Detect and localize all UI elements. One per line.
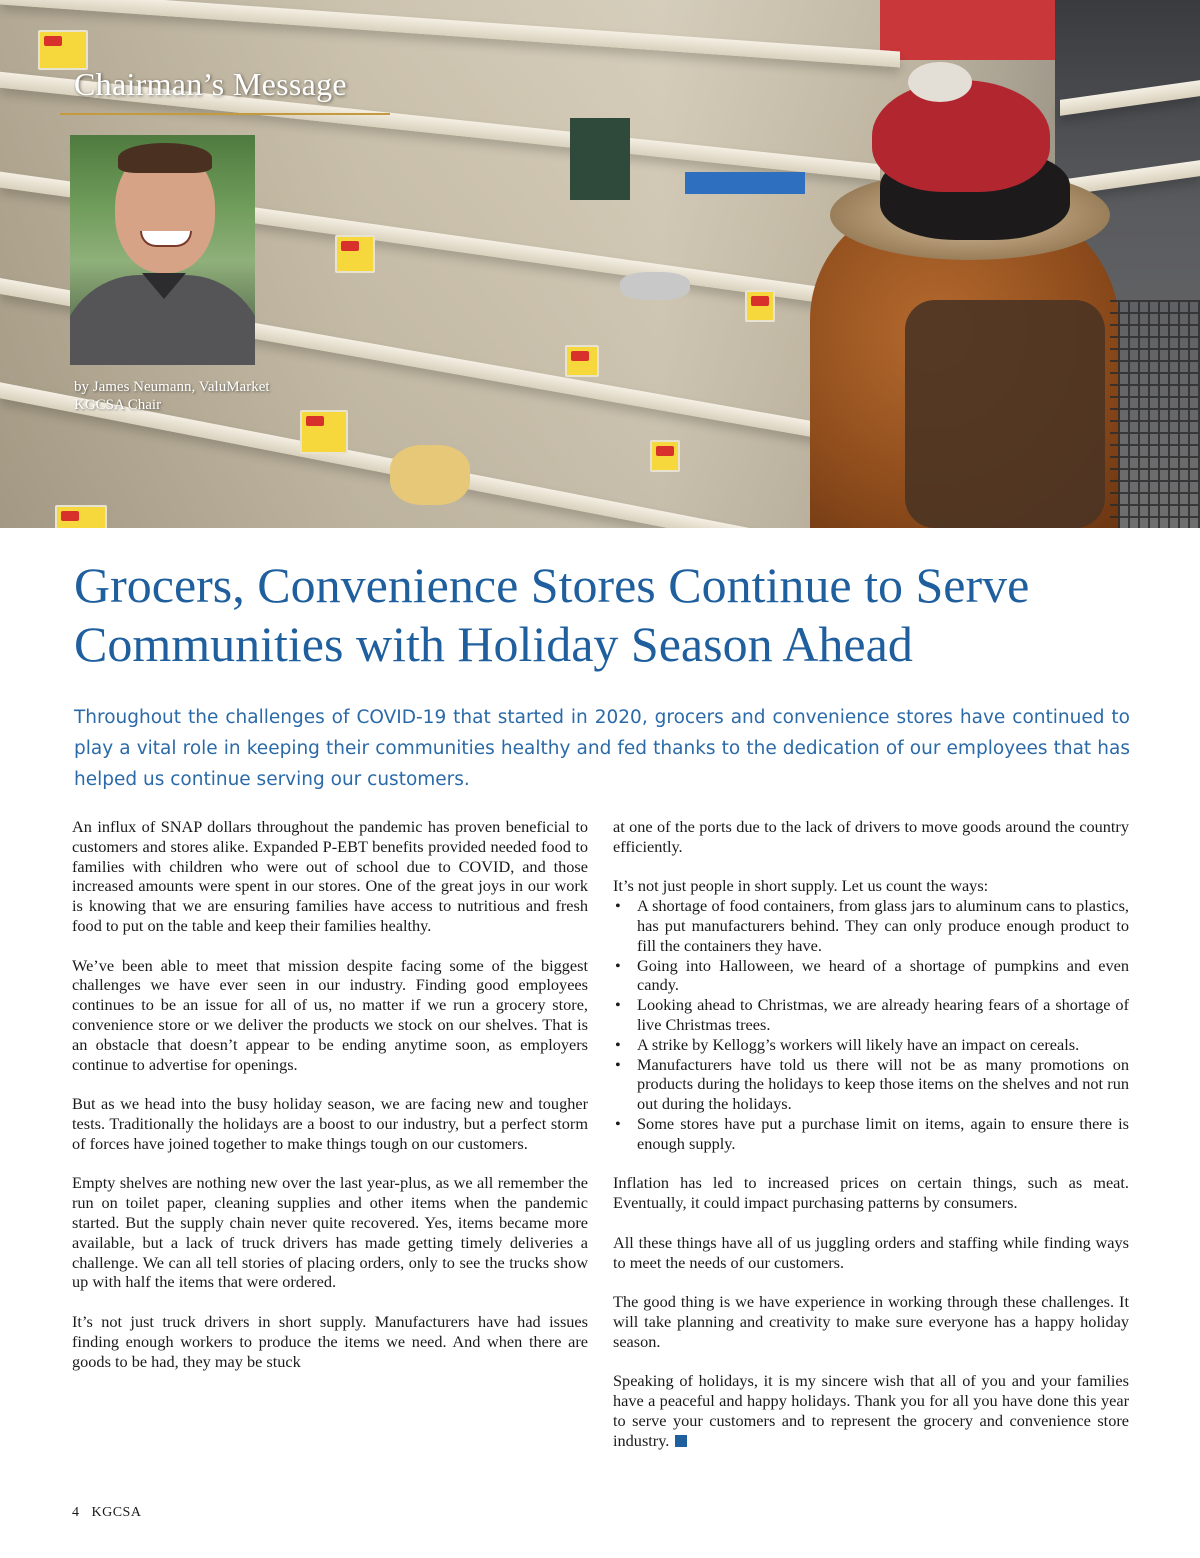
- page-folio: [72, 1505, 141, 1521]
- publication-name: KGCSA: [91, 1505, 142, 1520]
- byline-title: KGCSA Chair: [74, 397, 162, 413]
- price-tag: [300, 410, 348, 454]
- cereal-box: [570, 118, 630, 200]
- shopper-handbag: [905, 300, 1105, 528]
- paragraph: It’s not just truck drivers in short supply. Manufacturers have had issues finding enough workers to produce the items we need. And when there are goods to be had, they may be stuck: [72, 1311, 588, 1371]
- page-number: 4: [72, 1505, 80, 1520]
- list-item-text: Some stores have put a purchase limit on items, again to ensure there is enough supply.: [637, 1113, 1129, 1153]
- list-item: [613, 896, 1129, 955]
- article-dek: Throughout the challenges of COVID-19 that started in 2020, grocers and convenience stores have continued to play a vital role in keeping their communities healthy and fed thanks to the dedication of our employees that has helped us continue serving our customers.: [74, 707, 1130, 790]
- paragraph: All these things have all of us juggling orders and staffing while finding ways to meet the needs of our customers.: [613, 1232, 1129, 1272]
- list-item: [613, 1055, 1129, 1114]
- hero-photo-empty-shelves: [0, 0, 1200, 528]
- body-column-right: [613, 817, 1129, 1470]
- shopper-hat-pompom: [908, 62, 972, 102]
- portrait-hair: [118, 143, 212, 173]
- price-tag: [650, 440, 680, 472]
- shopping-cart: [1110, 300, 1200, 528]
- section-label: Chairman’s Message: [74, 66, 347, 102]
- author-byline: [74, 378, 270, 414]
- paragraph: Empty shelves are nothing new over the last year-plus, as we all remember the run on toilet paper, cleaning supplies and other items when the pandemic started. But the supply chain never quite recovered. Yes, items became more available, but a lack of truck drivers has made getting timely deliveries a challenge. We can all tell stories of placing orders, only to see the trucks show up with half the items that were ordered.: [72, 1173, 588, 1292]
- bullet-icon: •: [615, 1054, 621, 1074]
- shortage-list: [613, 896, 1129, 1153]
- list-item: [613, 1114, 1129, 1154]
- bullet-icon: •: [615, 896, 621, 916]
- plastic-bag: [620, 272, 690, 300]
- headline-line-1: Grocers, Convenience Stores Continue to Serve: [74, 557, 1030, 613]
- bullet-icon: •: [615, 1113, 621, 1133]
- price-tag: [335, 235, 375, 273]
- list-item-text: A shortage of food containers, from glass jars to aluminum cans to plastics, has put manufacturers behind. They can only produce enough product to fill the containers they have.: [637, 896, 1129, 955]
- list-item: [613, 995, 1129, 1035]
- closing-text: Speaking of holidays, it is my sincere wish that all of you and your families have a peaceful and happy holidays. Thank you for all you have done this year to serve your customers and to represent the grocery and convenience store industry.: [613, 1371, 1129, 1450]
- list-item-text: Going into Halloween, we heard of a shortage of pumpkins and even candy.: [637, 955, 1129, 995]
- paragraph: But as we head into the busy holiday season, we are facing new and tougher tests. Traditionally the holidays are a boost to our industry, but a perfect storm of forces have joined together to make things tough on our customers.: [72, 1094, 588, 1153]
- pasta-bag: [390, 445, 470, 505]
- price-tag: [745, 290, 775, 322]
- price-tag: [38, 30, 88, 70]
- price-tag: [565, 345, 599, 377]
- paragraph: at one of the ports due to the lack of drivers to move goods around the country efficiently.: [613, 817, 1129, 856]
- foil-box: [685, 172, 805, 194]
- list-item-text: A strike by Kellogg’s workers will likely have an impact on cereals.: [637, 1034, 1080, 1054]
- article-headline: [74, 556, 1134, 674]
- list-item-text: Manufacturers have told us there will not be as many promotions on products during the holidays to keep those items on the shelves and not run out during the holidays.: [637, 1054, 1129, 1114]
- price-tag: [55, 505, 107, 528]
- bullet-icon: •: [615, 995, 621, 1015]
- paragraph: It’s not just people in short supply. Let us count the ways:: [613, 876, 989, 896]
- list-item-text: Looking ahead to Christmas, we are already hearing fears of a shortage of live Christmas trees.: [637, 995, 1129, 1034]
- author-portrait: [70, 135, 255, 365]
- bullet-icon: •: [615, 955, 621, 975]
- portrait-smile: [140, 231, 192, 247]
- paragraph: An influx of SNAP dollars throughout the pandemic has proven beneficial to customers and stores alike. Expanded P-EBT benefits provided needed food to families with children who were out of school due to COVID, and those increased amounts were spent in our stores. One of the great joys in our work is knowing that we are ensuring families have access to nutritious and fresh food to put on the table and keep their families healthy.: [72, 817, 588, 935]
- end-of-article-icon: [675, 1435, 687, 1447]
- paragraph: We’ve been able to meet that mission despite facing some of the biggest challenges we have ever seen in our industry. Finding good employees continues to be an issue for all of us, no matter if we run a grocery store, convenience store or we deliver the products we stock on our shelves. That is an obstacle that doesn’t appear to be ending anytime soon, as employers continue to advertise for openings.: [72, 955, 588, 1074]
- byline-name: by James Neumann, ValuMarket: [74, 379, 270, 395]
- headline-line-2: Communities with Holiday Season Ahead: [74, 616, 913, 672]
- closing-paragraph: [613, 1371, 1129, 1450]
- paragraph: The good thing is we have experience in working through these challenges. It will take planning and creativity to make sure everyone has a happy holiday season.: [613, 1292, 1129, 1351]
- list-item: [613, 956, 1129, 996]
- list-item: [613, 1035, 1129, 1055]
- section-rule: [60, 113, 390, 115]
- paragraph: Inflation has led to increased prices on certain things, such as meat. Eventually, it could impact purchasing patterns by consumers.: [613, 1173, 1129, 1213]
- bullet-icon: •: [615, 1034, 621, 1054]
- store-signage: [880, 0, 1060, 60]
- body-column-left: [72, 817, 588, 1391]
